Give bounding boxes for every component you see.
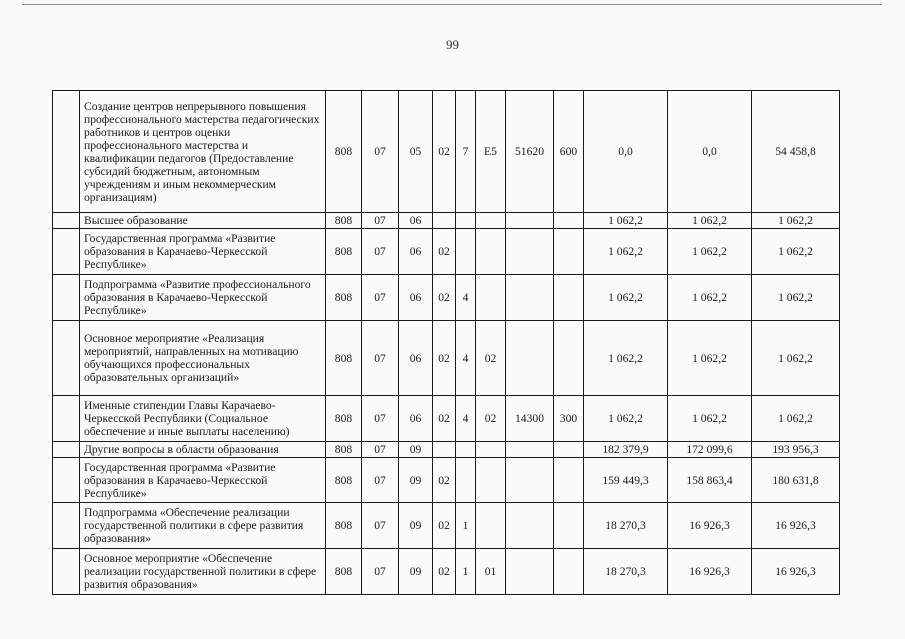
code-program: 02 <box>433 275 456 321</box>
code-section: 07 <box>362 275 399 321</box>
code-subsection: 09 <box>399 442 433 458</box>
row-name: Другие вопросы в области образования <box>80 442 326 458</box>
code-subsection: 09 <box>399 503 433 549</box>
code-direction: 51620 <box>506 91 554 213</box>
code-subsection: 09 <box>399 458 433 503</box>
amount-1: 1 062,2 <box>584 275 668 321</box>
code-section: 07 <box>362 549 399 595</box>
code-section: 07 <box>362 396 399 442</box>
code-subprogram: 7 <box>456 91 476 213</box>
code-direction <box>506 321 554 396</box>
table-row <box>53 442 840 458</box>
amount-2: 1 062,2 <box>668 213 752 229</box>
page-number: 99 <box>446 37 459 52</box>
code-expense-type <box>554 503 584 549</box>
code-program: 02 <box>433 229 456 275</box>
code-subprogram: 1 <box>456 549 476 595</box>
code-ministry: 808 <box>326 91 362 213</box>
table-row <box>53 503 840 549</box>
code-ministry: 808 <box>326 549 362 595</box>
code-ministry: 808 <box>326 503 362 549</box>
blank-cell <box>53 503 80 549</box>
amount-1: 1 062,2 <box>584 229 668 275</box>
code-ministry: 808 <box>326 213 362 229</box>
code-subprogram: 4 <box>456 321 476 396</box>
blank-cell <box>53 229 80 275</box>
code-subsection: 06 <box>399 396 433 442</box>
code-direction <box>506 442 554 458</box>
code-direction <box>506 458 554 503</box>
code-subprogram: 4 <box>456 275 476 321</box>
code-expense-type: 300 <box>554 396 584 442</box>
blank-cell <box>53 442 80 458</box>
code-expense-type <box>554 275 584 321</box>
row-name: Государственная программа «Развитие образования в Карачаево-Черкесской Республике» <box>80 229 326 275</box>
code-activity <box>476 229 506 275</box>
blank-cell <box>53 91 80 213</box>
amount-1: 18 270,3 <box>584 503 668 549</box>
amount-2: 172 099,6 <box>668 442 752 458</box>
code-section: 07 <box>362 213 399 229</box>
code-program <box>433 442 456 458</box>
amount-2: 16 926,3 <box>668 503 752 549</box>
code-subprogram: 1 <box>456 503 476 549</box>
amount-2: 0,0 <box>668 91 752 213</box>
code-subprogram <box>456 442 476 458</box>
code-subprogram: 4 <box>456 396 476 442</box>
code-section: 07 <box>362 321 399 396</box>
code-direction <box>506 549 554 595</box>
code-program: 02 <box>433 321 456 396</box>
amount-3: 54 458,8 <box>752 91 840 213</box>
amount-2: 1 062,2 <box>668 275 752 321</box>
code-subsection: 06 <box>399 275 433 321</box>
code-program: 02 <box>433 549 456 595</box>
code-subsection: 06 <box>399 229 433 275</box>
code-activity: 02 <box>476 396 506 442</box>
code-subsection: 06 <box>399 321 433 396</box>
code-expense-type <box>554 229 584 275</box>
row-name: Основное мероприятие «Обеспечение реализации государственной политики в сфере развития образования» <box>80 549 326 595</box>
amount-3: 180 631,8 <box>752 458 840 503</box>
code-expense-type <box>554 458 584 503</box>
code-program: 02 <box>433 91 456 213</box>
amount-2: 1 062,2 <box>668 229 752 275</box>
table-row <box>53 458 840 503</box>
amount-3: 193 956,3 <box>752 442 840 458</box>
amount-2: 1 062,2 <box>668 321 752 396</box>
code-section: 07 <box>362 458 399 503</box>
code-section: 07 <box>362 503 399 549</box>
code-activity <box>476 458 506 503</box>
code-expense-type <box>554 213 584 229</box>
amount-3: 1 062,2 <box>752 396 840 442</box>
amount-2: 158 863,4 <box>668 458 752 503</box>
table-row <box>53 229 840 275</box>
code-ministry: 808 <box>326 458 362 503</box>
code-expense-type: 600 <box>554 91 584 213</box>
blank-cell <box>53 213 80 229</box>
code-expense-type <box>554 549 584 595</box>
code-activity: E5 <box>476 91 506 213</box>
code-direction: 14300 <box>506 396 554 442</box>
code-activity <box>476 442 506 458</box>
top-edge-line <box>22 4 882 5</box>
code-subprogram <box>456 458 476 503</box>
amount-1: 1 062,2 <box>584 321 668 396</box>
row-name: Подпрограмма «Обеспечение реализации государственной политики в сфере развития образования» <box>80 503 326 549</box>
row-name: Подпрограмма «Развитие профессионального образования в Карачаево-Черкесской Республике» <box>80 275 326 321</box>
table-row <box>53 91 840 213</box>
amount-1: 1 062,2 <box>584 396 668 442</box>
code-subsection: 06 <box>399 213 433 229</box>
code-direction <box>506 275 554 321</box>
code-section: 07 <box>362 442 399 458</box>
code-program <box>433 213 456 229</box>
blank-cell <box>53 549 80 595</box>
code-subprogram <box>456 229 476 275</box>
amount-2: 1 062,2 <box>668 396 752 442</box>
amount-2: 16 926,3 <box>668 549 752 595</box>
code-activity <box>476 275 506 321</box>
code-activity: 01 <box>476 549 506 595</box>
code-program: 02 <box>433 396 456 442</box>
amount-3: 16 926,3 <box>752 503 840 549</box>
amount-3: 16 926,3 <box>752 549 840 595</box>
amount-3: 1 062,2 <box>752 229 840 275</box>
code-program: 02 <box>433 503 456 549</box>
code-expense-type <box>554 321 584 396</box>
amount-1: 159 449,3 <box>584 458 668 503</box>
code-direction <box>506 503 554 549</box>
table-row <box>53 321 840 396</box>
code-ministry: 808 <box>326 442 362 458</box>
table-row <box>53 213 840 229</box>
amount-1: 1 062,2 <box>584 213 668 229</box>
code-program: 02 <box>433 458 456 503</box>
code-section: 07 <box>362 91 399 213</box>
code-subprogram <box>456 213 476 229</box>
code-direction <box>506 213 554 229</box>
code-ministry: 808 <box>326 396 362 442</box>
code-direction <box>506 229 554 275</box>
code-subsection: 05 <box>399 91 433 213</box>
code-ministry: 808 <box>326 321 362 396</box>
row-name: Высшее образование <box>80 213 326 229</box>
table-row <box>53 396 840 442</box>
row-name: Создание центров непрерывного повышения профессионального мастерства педагогических работников и центров оценки профессионального мастерства и квалификации педагогов (Предоставление субсидий бюджетным, автономным учреждениям и иным некоммерческим организациям) <box>80 91 326 213</box>
code-ministry: 808 <box>326 275 362 321</box>
amount-3: 1 062,2 <box>752 275 840 321</box>
amount-1: 182 379,9 <box>584 442 668 458</box>
code-section: 07 <box>362 229 399 275</box>
amount-3: 1 062,2 <box>752 213 840 229</box>
blank-cell <box>53 275 80 321</box>
table-row <box>53 275 840 321</box>
code-activity <box>476 503 506 549</box>
blank-cell <box>53 458 80 503</box>
row-name: Государственная программа «Развитие образования в Карачаево-Черкесской Республике» <box>80 458 326 503</box>
code-activity: 02 <box>476 321 506 396</box>
budget-table <box>52 90 840 595</box>
row-name: Основное мероприятие «Реализация мероприятий, направленных на мотивацию обучающихся профессиональных образовательных организаций» <box>80 321 326 396</box>
amount-1: 18 270,3 <box>584 549 668 595</box>
code-expense-type <box>554 442 584 458</box>
code-activity <box>476 213 506 229</box>
amount-1: 0,0 <box>584 91 668 213</box>
code-subsection: 09 <box>399 549 433 595</box>
blank-cell <box>53 396 80 442</box>
code-ministry: 808 <box>326 229 362 275</box>
amount-3: 1 062,2 <box>752 321 840 396</box>
blank-cell <box>53 321 80 396</box>
row-name: Именные стипендии Главы Карачаево-Черкесской Республики (Социальное обеспечение и иные выплаты населению) <box>80 396 326 442</box>
table-row <box>53 549 840 595</box>
